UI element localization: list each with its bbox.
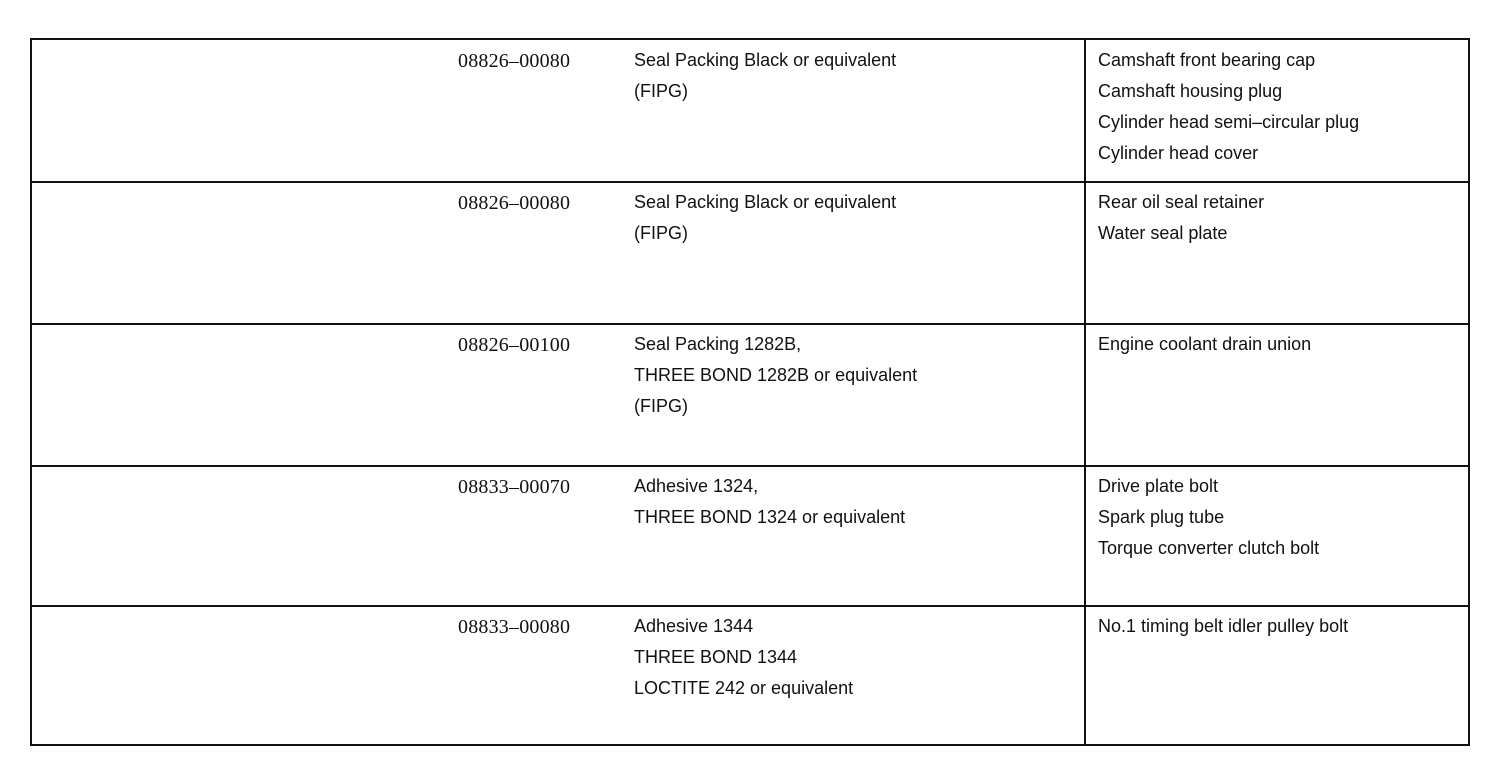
table-row <box>32 465 1468 606</box>
material-line: THREE BOND 1344 <box>634 647 798 667</box>
usage-item: Engine coolant drain union <box>1098 334 1312 354</box>
materials-table <box>30 38 1470 746</box>
usage-list <box>1098 611 1458 642</box>
material-line: THREE BOND 1324 or equivalent <box>634 507 906 527</box>
material-line: Adhesive 1324, <box>634 476 759 496</box>
material-line: (FIPG) <box>634 223 688 243</box>
usage-list <box>1098 187 1458 249</box>
material-description <box>634 187 1074 249</box>
usage-list <box>1098 329 1458 360</box>
usage-item: Camshaft housing plug <box>1098 81 1283 101</box>
usage-item: Cylinder head cover <box>1098 143 1259 163</box>
material-line: (FIPG) <box>634 81 688 101</box>
material-line: Adhesive 1344 <box>634 616 754 636</box>
usage-item: Camshaft front bearing cap <box>1098 50 1316 70</box>
usage-item: Rear oil seal retainer <box>1098 192 1265 212</box>
part-number: 08826–00080 <box>458 50 571 72</box>
usage-item: Drive plate bolt <box>1098 476 1219 496</box>
usage-item: Cylinder head semi–circular plug <box>1098 112 1360 132</box>
usage-list <box>1098 471 1458 564</box>
usage-item: Torque converter clutch bolt <box>1098 538 1320 558</box>
table-row <box>32 40 1468 182</box>
usage-item: Spark plug tube <box>1098 507 1225 527</box>
usage-item: Water seal plate <box>1098 223 1228 243</box>
material-line: Seal Packing Black or equivalent <box>634 192 897 212</box>
material-line: Seal Packing 1282B, <box>634 334 802 354</box>
table-row <box>32 181 1468 324</box>
part-number: 08826–00100 <box>458 334 571 356</box>
table-row <box>32 605 1468 744</box>
part-number: 08833–00070 <box>458 476 571 498</box>
material-description <box>634 471 1074 533</box>
material-description <box>634 45 1074 107</box>
part-number: 08833–00080 <box>458 616 571 638</box>
material-line: THREE BOND 1282B or equivalent <box>634 365 918 385</box>
usage-item: No.1 timing belt idler pulley bolt <box>1098 616 1349 636</box>
table-row <box>32 323 1468 466</box>
material-line: (FIPG) <box>634 396 688 416</box>
part-number: 08826–00080 <box>458 192 571 214</box>
material-description <box>634 611 1074 704</box>
material-line: Seal Packing Black or equivalent <box>634 50 897 70</box>
material-line: LOCTITE 242 or equivalent <box>634 678 854 698</box>
material-description <box>634 329 1074 422</box>
usage-list <box>1098 45 1458 169</box>
